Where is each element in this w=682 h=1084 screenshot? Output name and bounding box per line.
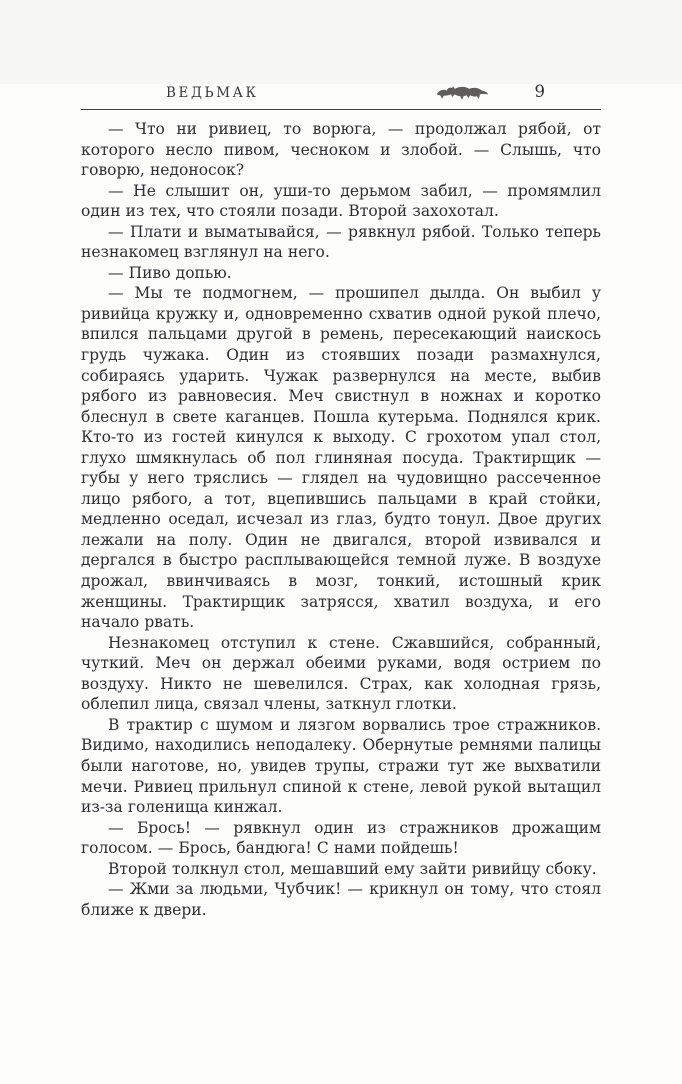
paragraph: — Пиво допью. [108,263,232,282]
page-number: 9 [534,82,545,101]
paragraph: — Мы те подмогнем, — прошипел дылда. Он выбил у ривийца кружку и, одновременно схватив одной рукой плечо, впился пальцами другой в ремень, пересекающий наискось грудь чужака. Один из стоявших позади размахнулся, собираясь ударить. Чужак развернулся на месте, выбив рябого из равновесия. Меч свистнул в ножнах и коротко блеснул в свете каганцев. Пошла кутерьма. Поднялся крик. Кто-то из гостей кинулся к выходу. С грохотом упал стол, глухо шмякнулась об пол глиняная посуда. Трактирщик — губы у него тряслись — глядел на чудовищно рассеченное лицо рябого, а тот, вцепившись пальцами в край стойки, медленно оседал, исчезал из глаз, будто тонул. Двое других лежали на полу. Один не двигался, второй извивался и дергался в быстро расплывающейся темной луже. В воздухе дрожал, ввинчиваясь в мозг, тонкий, истошный крик женщины. Трактирщик затрясся, хватил воздуха, и его начало рвать. [81,284,601,632]
paragraph: — Брось! — рявкнул один из стражников дрожащим голосом. — Брось, бандюга! С нами пойдешь! [81,818,601,858]
body-text [81,119,601,920]
paragraph: — Что ни ривиец, то ворюга, — продолжал рябой, от которого несло пивом, чесноком и злобой. — Слышь, что говорю, недоносок? [81,120,601,180]
paragraph: — Не слышит он, уши-то дерьмом забил, — промямлил один из тех, что стояли позади. Второй захохотал. [81,181,601,221]
paragraph: Второй толкнул стол, мешавший ему зайти ривийцу сбоку. [108,859,597,878]
book-page [0,84,682,1084]
paragraph: — Плати и выматывайся, — рявкнул рябой. Только теперь незнакомец взглянул на него. [81,222,601,262]
paragraph: — Жми за людьми, Чубчик! — крикнул он тому, что стоял ближе к двери. [81,880,601,919]
header-rule [81,109,601,110]
paragraph: В трактир с шумом и лязгом ворвались трое стражников. Видимо, находились неподалеку. Обернутые ремнями палицы были наготове, но, увидев трупы, стражи тут же выхватили мечи. Ривиец прильнул спиной к стене, левой рукой вытащил из-за голенища кинжал. [81,715,601,817]
running-title: ВЕДЬМАК [166,85,259,101]
page-header [81,84,601,104]
dragon-ornament-icon [433,84,491,101]
paragraph: Незнакомец отступил к стене. Сжавшийся, собранный, чуткий. Меч он держал обеими руками, водя острием по воздуху. Никто не шевелился. Страх, как холодная грязь, облепил лица, связал члены, заткнул глотки. [81,633,601,714]
